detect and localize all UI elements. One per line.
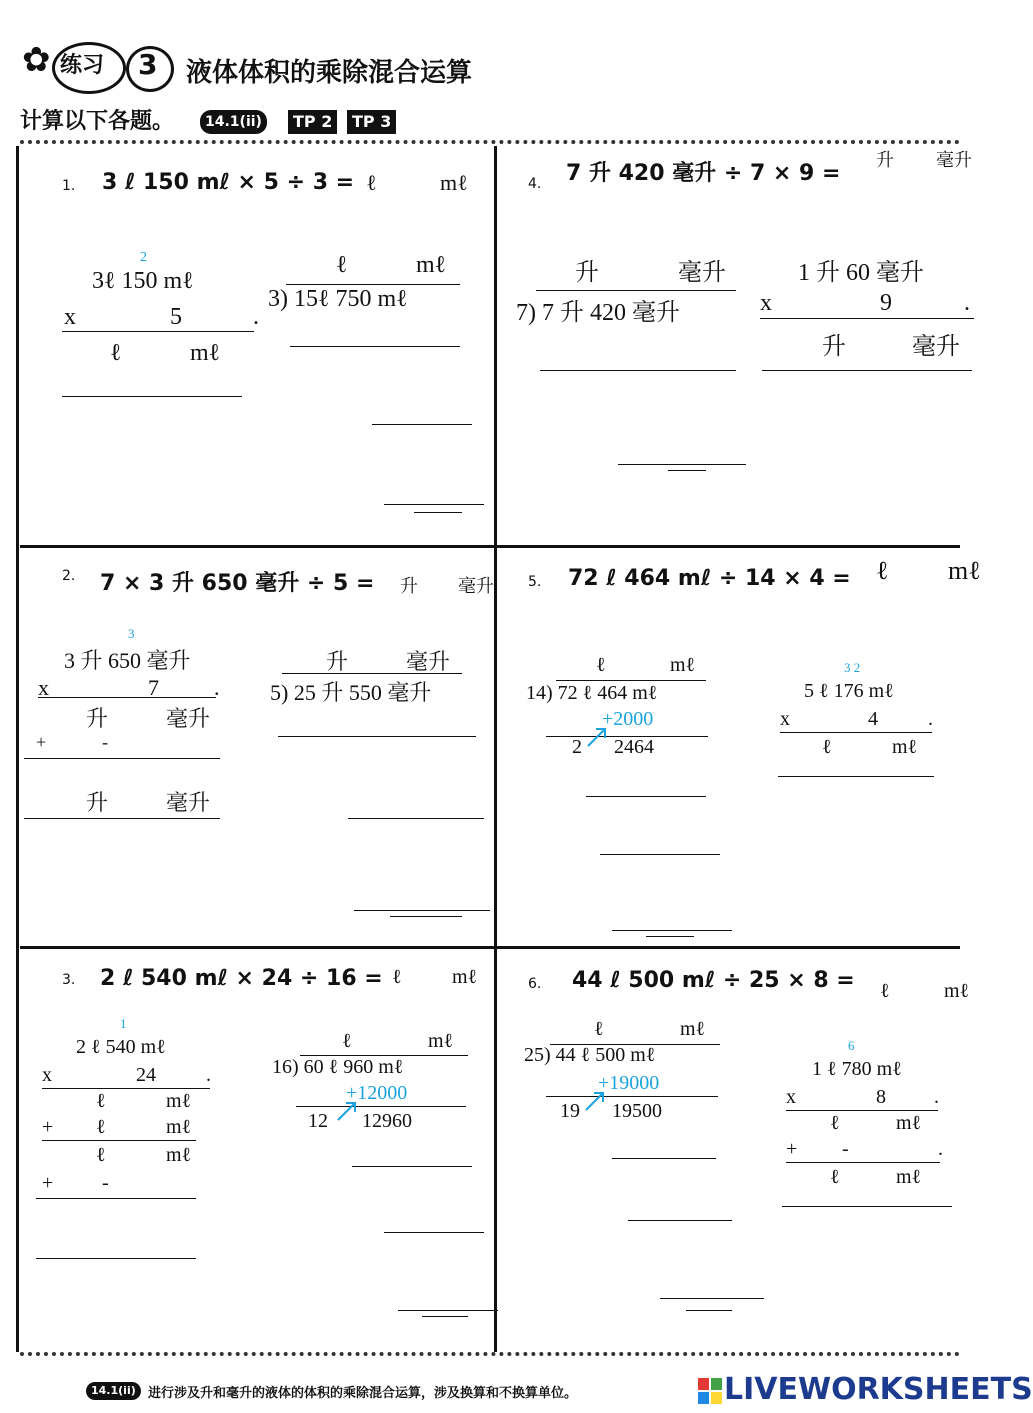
p5-ans-unit-ml: mℓ [948,556,981,585]
p3-div-line-4[interactable] [422,1316,468,1317]
row-divider-1 [20,545,960,548]
p6-div-sub-line [546,1096,718,1097]
p5-div-line-3[interactable] [612,930,732,931]
flower-icon: ✿ [22,42,51,79]
p2-mult-dot: . [214,675,220,700]
p6-ans-unit-l: ℓ [880,980,890,1002]
problem-4-number: 4. [528,176,542,192]
p4-div-top-line [536,290,736,291]
liveworksheets-logo-icon [698,1378,722,1404]
p1-carry: 2 [140,250,147,265]
p6-div-sub-left: 19 [560,1100,580,1122]
tp3-badge: TP 3 [347,110,396,134]
p6-mult-final-u1: ℓ [830,1166,840,1188]
problem-3-number: 3. [62,972,76,988]
p3-div-add: +12000 [346,1082,408,1104]
p2-mult-x: x [38,675,49,700]
p5-mult-x: x [780,708,790,730]
p5-mult-factor: 4 [868,708,878,730]
p3-carry: 1 [120,1016,127,1031]
p5-div-line-4[interactable] [646,936,694,937]
p5-div-add: +2000 [602,708,654,730]
instruction: 计算以下各题。 [20,109,175,134]
p5-mult-res-u2: mℓ [892,736,918,758]
p2-div-line-4[interactable] [390,916,462,917]
p4-answer-line[interactable] [762,370,972,371]
problem-1-expression: 3 ℓ 150 mℓ × 5 ÷ 3 = [102,170,355,195]
p6-mult-res-u2: mℓ [896,1112,922,1134]
p6-div-dividend: 25) 44 ℓ 500 mℓ [524,1044,656,1066]
p1-div-q-u1: ℓ [336,252,348,278]
p6-mult-dot: . [934,1086,939,1108]
row-divider-2 [20,946,960,949]
p2-ans-unit-1: 升 [400,576,418,596]
p1-mult-res-u2: mℓ [190,340,221,366]
footer-ref-badge: 14.1(ii) [86,1382,141,1400]
p6-mult-final-u2: mℓ [896,1166,922,1188]
p6-div-line-1[interactable] [612,1158,716,1159]
p6-div-line-2[interactable] [628,1220,732,1221]
p3-div-line-3[interactable] [398,1310,498,1311]
p1-mult-x: x [64,304,76,330]
p1-mult-top: 3ℓ 150 mℓ [92,268,194,294]
p1-div-line-2[interactable] [372,424,472,425]
p4-mult-top: 1 升 60 毫升 [798,260,924,286]
p2-mult-plus: + [36,732,47,752]
p6-div-line-4[interactable] [686,1310,732,1311]
p1-div-top-line [286,284,460,285]
p5-carry: 3 2 [844,660,861,675]
p4-div-dividend: 7) 7 升 420 毫升 [516,300,680,326]
p1-mult-line [62,331,254,332]
p5-div-top-line [556,680,706,681]
p3-mult-line-3 [36,1198,196,1199]
p3-div-line-2[interactable] [384,1232,484,1233]
p1-div-q-u2: mℓ [416,252,447,278]
p4-mult-res-u1: 升 [822,334,846,360]
p1-div-line-4[interactable] [414,512,462,513]
p4-mult-x: x [760,290,772,316]
p3-div-dividend: 16) 60 ℓ 960 mℓ [272,1056,404,1078]
p2-mult-final-u2: 毫升 [166,790,211,815]
p4-div-line-2[interactable] [618,464,746,465]
p3-mult-top: 2 ℓ 540 mℓ [76,1036,166,1058]
p6-mult-line-2 [786,1162,940,1163]
p3-mult-row3-u1: ℓ [96,1144,106,1166]
p6-mult-dot-2: . [938,1138,943,1160]
page-title: 液体体积的乘除混合运算 [186,58,473,88]
footer-text: 进行涉及升和毫升的液体的体积的乘除混合运算，涉及换算和不换算单位。 [148,1386,578,1401]
top-border [20,140,960,144]
p3-arrow-icon [334,1098,360,1124]
p5-ans-unit-l: ℓ [876,556,889,585]
p1-answer-line[interactable] [62,396,242,397]
p1-mult-factor: 5 [170,304,182,330]
problem-2-number: 2. [62,568,76,584]
p4-div-q-u1: 升 [575,260,599,286]
center-divider [494,146,497,1352]
p3-mult-minus: - [102,1172,109,1194]
p3-answer-line[interactable] [36,1258,196,1259]
p2-carry: 3 [128,626,135,641]
p3-ans-unit-l: ℓ [392,966,402,988]
p2-div-q-u2: 毫升 [406,649,451,674]
p3-div-line-1[interactable] [352,1166,472,1167]
p5-div-q-u2: mℓ [670,654,696,676]
p6-mult-factor: 8 [876,1086,886,1108]
liveworksheets-brand[interactable]: LIVEWORKSHEETS [724,1372,1033,1407]
p2-mult-factor: 7 [148,675,159,700]
p6-mult-top: 1 ℓ 780 mℓ [812,1058,902,1080]
p3-div-q-u2: mℓ [428,1030,454,1052]
p6-mult-minus: - [842,1138,849,1160]
p2-div-line-3[interactable] [354,910,490,911]
p1-ans-unit-l: ℓ [366,170,377,195]
p6-answer-line[interactable] [782,1206,952,1207]
practice-number: 3 [138,48,158,81]
p4-div-q-u2: 毫升 [678,260,726,286]
p3-div-q-u1: ℓ [342,1030,352,1052]
p6-ans-unit-ml: mℓ [944,980,970,1002]
p5-mult-res-u1: ℓ [822,736,832,758]
p6-div-q-u1: ℓ [594,1018,604,1040]
p5-arrow-icon [584,724,610,750]
p2-mult-res-u1: 升 [86,706,109,731]
p5-div-line-1[interactable] [586,796,706,797]
p2-ans-unit-2: 毫升 [458,576,494,596]
p6-mult-x: x [786,1086,796,1108]
p3-mult-plus2: + [42,1172,54,1194]
p3-mult-dot: . [206,1064,211,1086]
p1-ans-unit-ml: mℓ [440,170,468,195]
p5-answer-line[interactable] [778,776,934,777]
p4-mult-res-u2: 毫升 [912,334,960,360]
p6-mult-plus: + [786,1138,798,1160]
p2-answer-line[interactable] [24,818,220,819]
tp2-badge: TP 2 [288,110,337,134]
p2-mult-line-2 [24,758,220,759]
problem-5-expression: 72 ℓ 464 mℓ ÷ 14 × 4 = [568,566,851,591]
p5-mult-top: 5 ℓ 176 mℓ [804,680,894,702]
p5-div-dividend: 14) 72 ℓ 464 mℓ [526,682,658,704]
p6-div-add: +19000 [598,1072,660,1094]
p2-mult-res-u2: 毫升 [166,706,211,731]
p6-mult-res-u1: ℓ [830,1112,840,1134]
p4-mult-dot: . [964,290,970,316]
p3-mult-row1-u1: ℓ [96,1090,106,1112]
p3-mult-plus1: + [42,1116,54,1138]
bottom-border [20,1352,960,1356]
p6-mult-line-1 [786,1110,938,1111]
p1-mult-dot: . [253,304,259,330]
problem-5-number: 5. [528,574,542,590]
p4-mult-factor: 9 [880,290,892,316]
p6-div-sub-right: 19500 [612,1100,662,1122]
p2-div-q-u1: 升 [326,649,349,674]
p3-div-sub-line [296,1106,466,1107]
p5-div-q-u1: ℓ [596,654,606,676]
p6-arrow-icon [582,1088,608,1114]
p3-mult-row2-u2: mℓ [166,1116,192,1138]
p5-div-sub-right: 2464 [614,736,654,758]
p3-mult-line-1 [42,1088,210,1089]
p4-ans-unit-2: 毫升 [936,150,972,170]
p6-div-q-u2: mℓ [680,1018,706,1040]
p2-mult-line [38,697,216,698]
problem-4-expression: 7 升 420 毫升 ÷ 7 × 9 = [566,161,841,186]
p1-mult-res-u1: ℓ [110,340,122,366]
p1-div-line-1[interactable] [290,346,460,347]
p3-div-sub-left: 12 [308,1110,328,1132]
problem-6-expression: 44 ℓ 500 mℓ ÷ 25 × 8 = [572,968,855,993]
p2-div-top-line [282,673,462,674]
p3-mult-row3-u2: mℓ [166,1144,192,1166]
p1-div-line-3[interactable] [384,504,484,505]
problem-3-expression: 2 ℓ 540 mℓ × 24 ÷ 16 = [100,966,383,991]
problem-2-expression: 7 × 3 升 650 毫升 ÷ 5 = [100,571,375,596]
p4-div-line-3[interactable] [668,470,706,471]
p5-mult-line [780,732,932,733]
p2-mult-final-u1: 升 [86,790,109,815]
p6-carry: 6 [848,1038,855,1053]
practice-label: 练习 [60,53,105,78]
p2-div-line-1[interactable] [278,736,476,737]
p3-mult-factor: 24 [136,1064,156,1086]
p5-mult-dot: . [928,708,933,730]
p3-ans-unit-ml: mℓ [452,966,478,988]
ref-badge: 14.1(ii) [200,110,267,134]
p6-div-line-3[interactable] [660,1298,764,1299]
p5-div-line-2[interactable] [600,854,720,855]
p1-div-dividend: 3) 15ℓ 750 mℓ [268,286,408,312]
p4-ans-unit-1: 升 [876,150,894,170]
p3-mult-line-2 [42,1140,196,1141]
p4-mult-line [760,318,974,319]
p3-div-sub-right: 12960 [362,1110,412,1132]
p3-mult-row1-u2: mℓ [166,1090,192,1112]
p2-mult-minus: - [102,732,108,752]
problem-1-number: 1. [62,178,76,194]
p3-mult-row2-u1: ℓ [96,1116,106,1138]
problem-6-number: 6. [528,976,542,992]
p2-mult-top: 3 升 650 毫升 [64,648,191,673]
p2-div-dividend: 5) 25 升 550 毫升 [270,680,432,705]
p2-div-line-2[interactable] [348,818,484,819]
left-border [16,146,19,1352]
p5-div-sub-left: 2 [572,736,582,758]
p3-mult-x: x [42,1064,52,1086]
p4-div-line-1[interactable] [540,370,736,371]
